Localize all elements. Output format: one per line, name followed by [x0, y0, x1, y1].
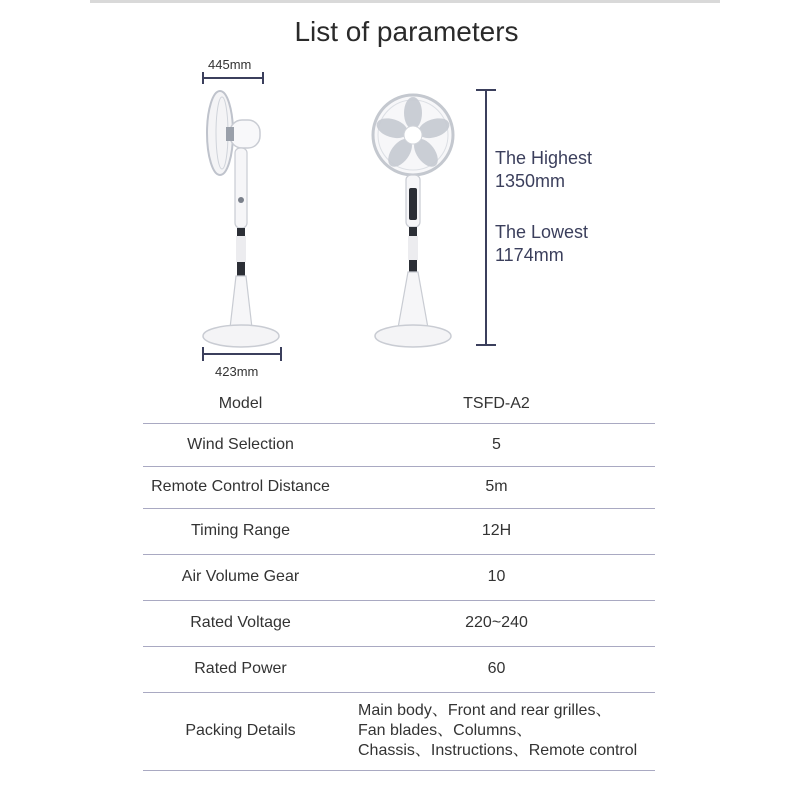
table-row [143, 554, 655, 600]
lowest-value: 1174mm [495, 245, 564, 265]
param-value: 60 [487, 660, 506, 677]
table-row [143, 600, 655, 646]
param-key: Model [218, 394, 263, 412]
table-row [143, 646, 655, 692]
lowest-label: The Lowest [495, 222, 589, 242]
fan-front-view [373, 95, 453, 347]
fan-side-view [203, 72, 281, 361]
param-value: 5 [492, 435, 501, 453]
packing-line: Main body、Front and rear grilles、 [358, 702, 612, 719]
packing-line: Fan blades、Columns、 [358, 722, 533, 739]
parameters-table [143, 385, 655, 771]
height-dimension-line [476, 90, 496, 345]
param-key: Remote Control Distance [151, 478, 330, 495]
highest-label: The Highest [495, 148, 593, 168]
table-row [143, 508, 655, 554]
table-row [143, 385, 655, 423]
param-value: 12H [481, 522, 512, 539]
packing-list [338, 692, 655, 770]
base-width-label: 423mm [215, 364, 259, 379]
param-key: Rated Power [194, 660, 287, 677]
table-row [143, 466, 655, 508]
depth-label: 445mm [208, 57, 252, 72]
param-key: Timing Range [190, 522, 290, 539]
fan-figures [0, 0, 800, 390]
param-key: Air Volume Gear [181, 568, 300, 585]
lowest-info [495, 221, 588, 267]
param-key: Rated Voltage [190, 614, 291, 631]
page-title: List of parameters [294, 16, 519, 47]
param-key: Wind Selection [187, 435, 294, 453]
table-row-packing [143, 692, 655, 770]
param-value: 10 [487, 568, 506, 585]
param-value: 220~240 [465, 614, 528, 631]
packing-line: Chassis、Instructions、Remote control [358, 742, 638, 759]
param-key: Packing Details [185, 722, 296, 739]
highest-info [495, 147, 592, 193]
param-value: 5m [485, 478, 508, 495]
highest-value: 1350mm [495, 171, 566, 191]
table-row [143, 423, 655, 466]
param-value: TSFD-A2 [463, 394, 530, 412]
